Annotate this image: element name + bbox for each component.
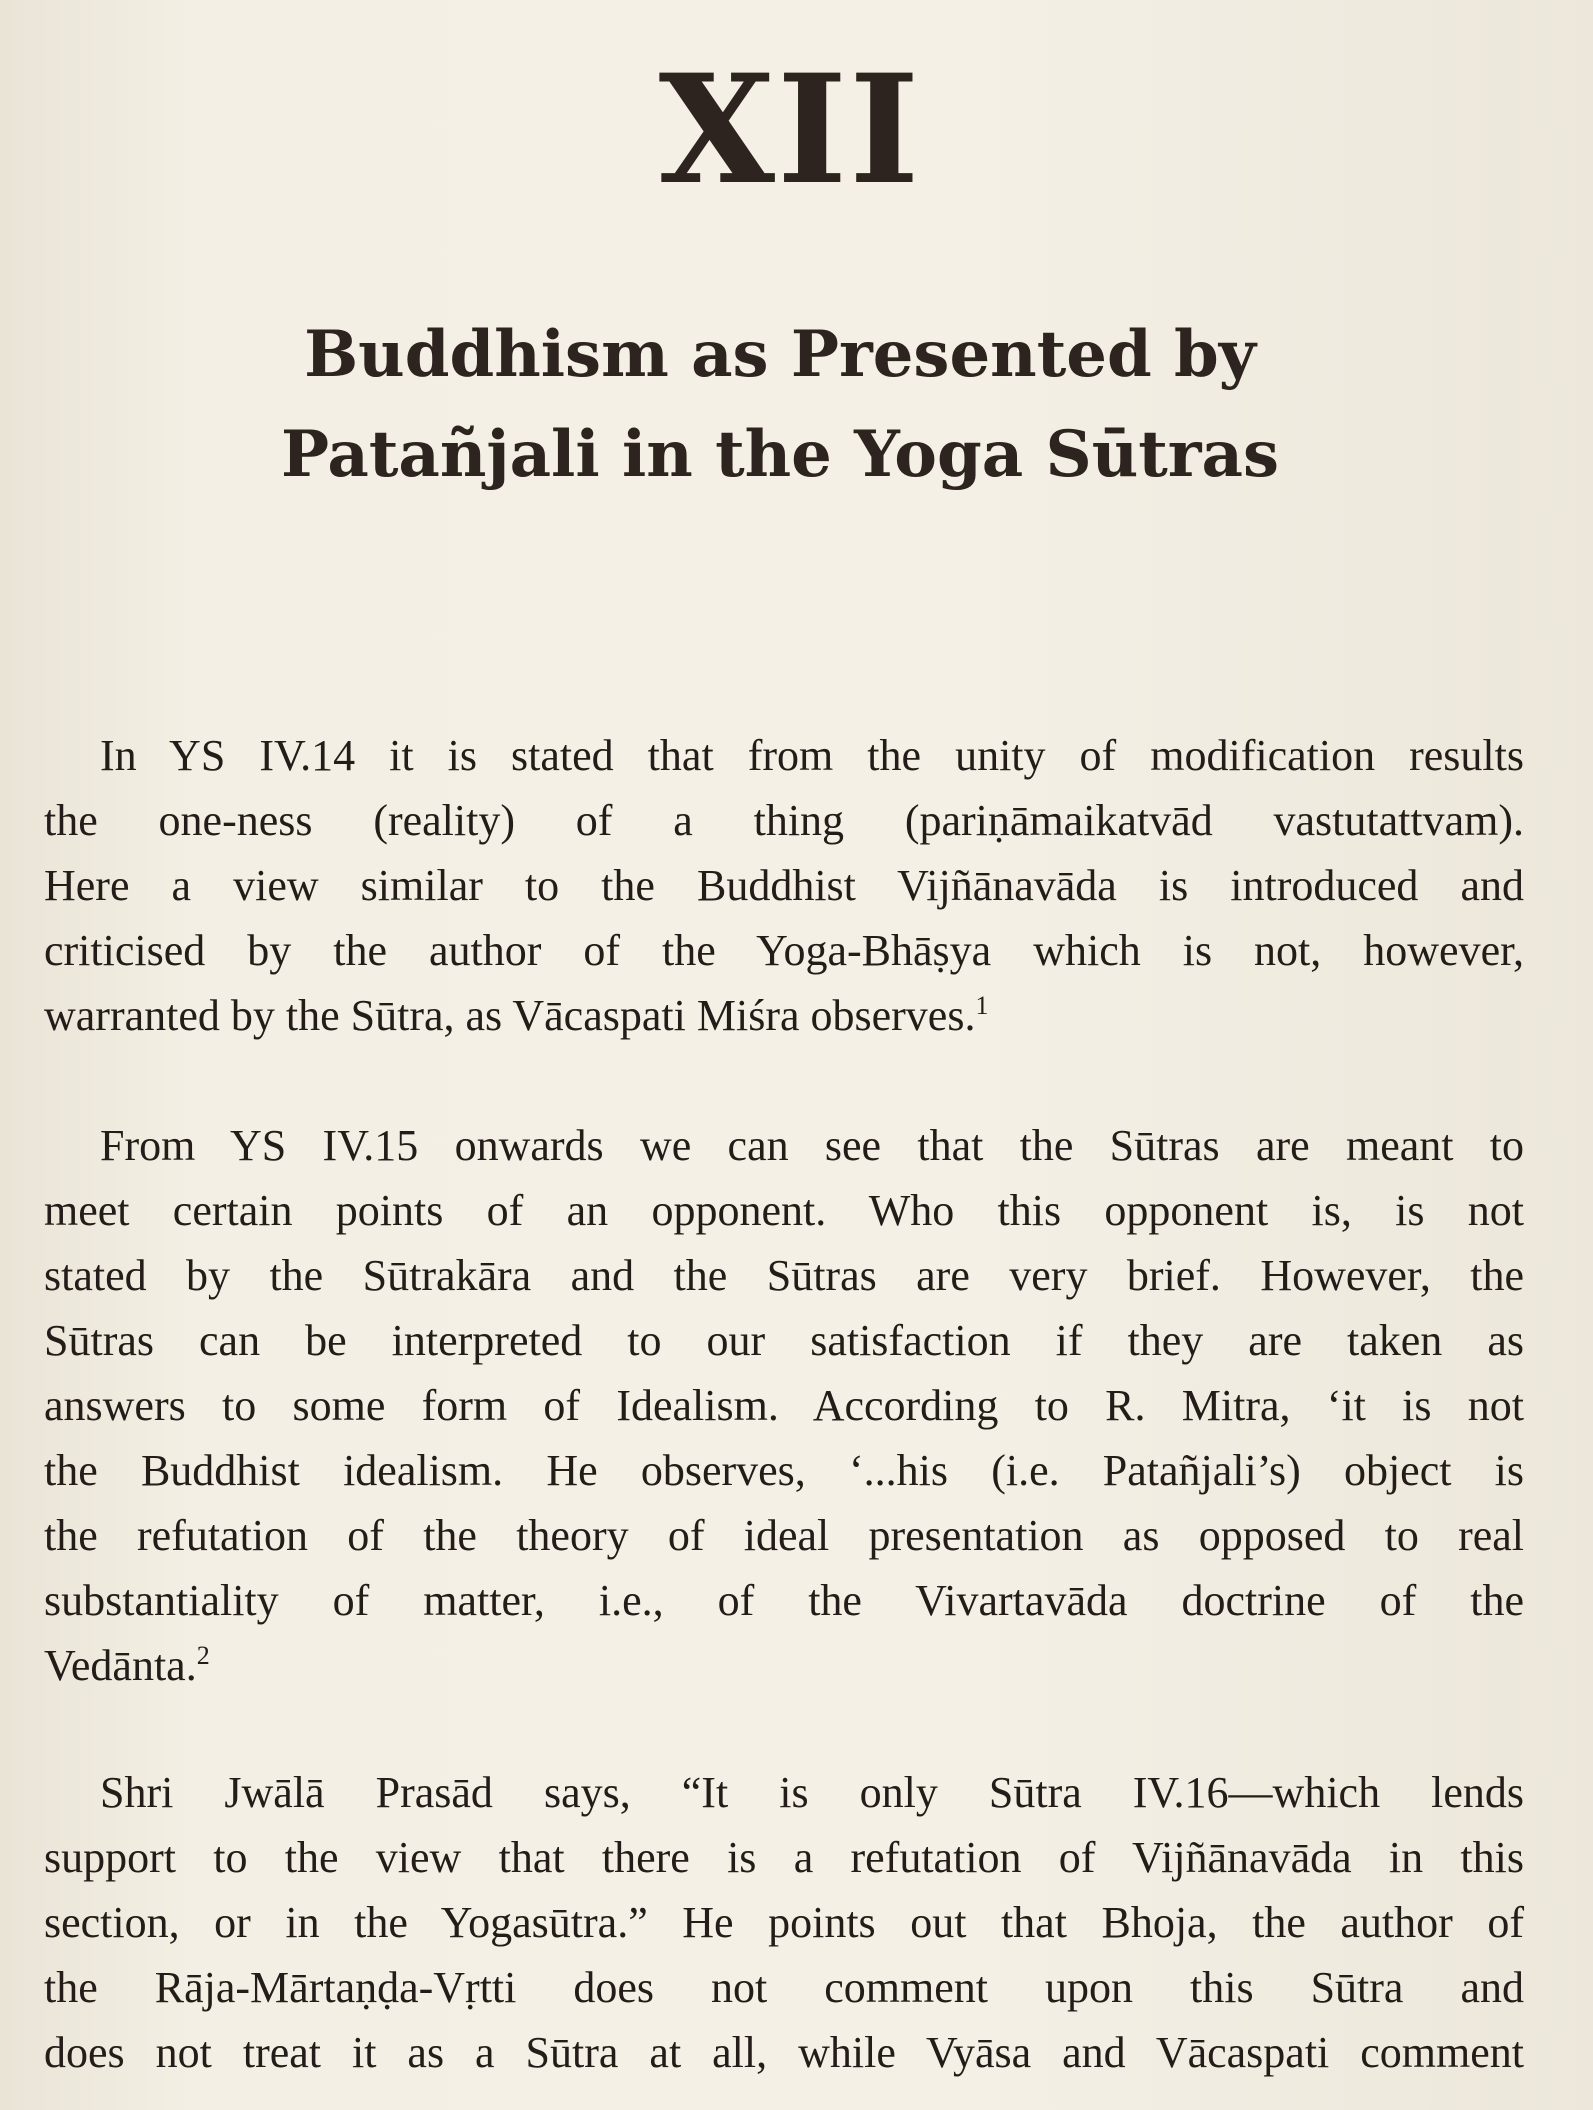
footnote-ref-1: 1 [975, 991, 989, 1020]
paragraph-line: the Rāja-Mārtaṇḍa-Vṛtti does not comment upon this Sūtra and [44, 1963, 1524, 2012]
paragraph-line: support to the view that there is a refutation of Vijñānavāda in this [44, 1833, 1524, 1882]
paragraph-line: substantiality of matter, i.e., of the Vivartavāda doctrine of the [44, 1576, 1524, 1625]
paragraph-3 [44, 1760, 1524, 2085]
chapter-title-line-2: Patañjali in the Yoga Sūtras [280, 417, 1280, 492]
chapter-number: XII [658, 42, 922, 218]
paragraph-line: the one-ness (reality) of a thing (pariṇāmaikatvād vastutattvam). [44, 796, 1524, 845]
paragraph-line: From YS IV.15 onwards we can see that the Sūtras are meant to [100, 1121, 1524, 1170]
chapter-title [0, 305, 1560, 505]
paragraph-line-text: Vedānta. [44, 1641, 197, 1690]
paragraph-line-text: warranted by the Sūtra, as Vācaspati Miśra observes. [44, 991, 976, 1040]
paragraph-line: In YS IV.14 it is stated that from the unity of modification results [100, 731, 1524, 780]
paragraph-line: stated by the Sūtrakāra and the Sūtras are very brief. However, the [44, 1251, 1524, 1300]
paragraph-line: meet certain points of an opponent. Who this opponent is, is not [44, 1186, 1524, 1235]
paragraph-line: Sūtras can be interpreted to our satisfaction if they are taken as [44, 1316, 1524, 1365]
paragraph-2 [44, 1113, 1524, 1698]
paragraph-line: Shri Jwālā Prasād says, “It is only Sūtra IV.16—which lends [100, 1768, 1524, 1817]
paragraph-line: section, or in the Yogasūtra.” He points out that Bhoja, the author of [44, 1898, 1524, 1947]
chapter-title-line-1: Buddhism as Presented by [304, 317, 1256, 392]
paragraph-line: Here a view similar to the Buddhist Vijñānavāda is introduced and [44, 861, 1524, 910]
paragraph-line: the Buddhist idealism. He observes, ‘...his (i.e. Patañjali’s) object is [44, 1446, 1524, 1495]
footnote-ref-2: 2 [196, 1641, 210, 1670]
paragraph-1 [44, 723, 1524, 1048]
paragraph-line: the refutation of the theory of ideal presentation as opposed to real [44, 1511, 1524, 1560]
paragraph-line-last [44, 983, 1524, 1048]
paragraph-line: does not treat it as a Sūtra at all, while Vyāsa and Vācaspati comment [44, 2028, 1524, 2077]
paragraph-line-last [44, 1633, 1524, 1698]
paragraph-line: answers to some form of Idealism. According to R. Mitra, ‘it is not [44, 1381, 1524, 1430]
paragraph-line: criticised by the author of the Yoga-Bhāṣya which is not, however, [44, 926, 1524, 975]
